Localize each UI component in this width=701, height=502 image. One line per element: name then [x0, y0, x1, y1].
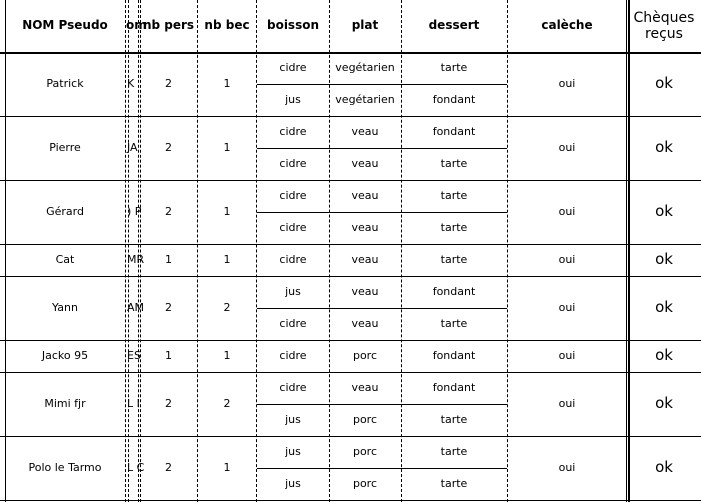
cell-prenom-clipped[interactable]: ES [127, 348, 141, 362]
cell-cheques-recus[interactable]: ok [655, 250, 673, 269]
cell-prenom-clipped[interactable]: JA [127, 140, 138, 154]
cell-boisson[interactable]: cidre [279, 252, 307, 266]
cell-boisson[interactable]: cidre [279, 316, 307, 330]
cell-plat[interactable]: veau [351, 284, 379, 298]
cell-nb-bec[interactable]: 1 [223, 460, 231, 474]
sub-row-divider [257, 212, 507, 213]
column-border [140, 0, 141, 502]
column-border [138, 0, 139, 502]
row-border [0, 340, 701, 341]
cell-cheques-recus[interactable]: ok [655, 138, 673, 157]
cell-dessert[interactable]: tarte [440, 252, 468, 266]
cell-cheques-recus[interactable]: ok [655, 394, 673, 413]
header-prenom-clipped[interactable]: om [126, 18, 147, 33]
cell-boisson[interactable]: cidre [279, 60, 307, 74]
cell-plat[interactable]: porc [352, 348, 378, 362]
cell-nom-pseudo[interactable]: Jacko 95 [41, 348, 89, 362]
cell-nb-bec[interactable]: 1 [223, 204, 231, 218]
cell-dessert[interactable]: fondant [432, 284, 476, 298]
row-border [0, 52, 701, 54]
cell-cheques-recus[interactable]: ok [655, 202, 673, 221]
header-cheques-recus[interactable] [627, 0, 701, 52]
cell-dessert[interactable]: tarte [440, 316, 468, 330]
cell-boisson[interactable]: jus [285, 476, 301, 490]
header-cheques-line1: Chèques [633, 9, 695, 26]
cell-nb-pers[interactable]: 2 [165, 76, 172, 90]
row-border [0, 276, 701, 277]
cell-nom-pseudo[interactable]: Polo le Tarmo [28, 460, 102, 474]
header-nom-pseudo[interactable]: NOM Pseudo [22, 18, 108, 33]
cell-boisson[interactable]: cidre [279, 188, 307, 202]
cell-dessert[interactable]: tarte [440, 412, 468, 426]
cell-boisson[interactable]: cidre [279, 156, 307, 170]
cell-prenom-clipped[interactable]: ) P [127, 204, 142, 218]
cell-nom-pseudo[interactable]: Cat [55, 252, 75, 266]
cell-prenom-clipped[interactable]: MR [127, 252, 145, 266]
sub-row-divider [257, 404, 507, 405]
cell-nb-pers[interactable]: 2 [165, 300, 172, 314]
header-caleche[interactable]: calèche [541, 18, 593, 33]
column-border [329, 0, 330, 502]
cell-prenom-clipped[interactable]: K [127, 76, 135, 90]
cell-plat[interactable]: veau [351, 380, 379, 394]
cell-nom-pseudo[interactable]: Yann [52, 300, 78, 314]
cell-caleche[interactable]: oui [558, 140, 576, 154]
cell-boisson[interactable]: jus [285, 412, 301, 426]
cell-dessert[interactable]: tarte [440, 476, 468, 490]
cell-dessert[interactable]: fondant [432, 124, 476, 138]
cell-boisson[interactable]: jus [285, 444, 301, 458]
cell-nb-pers[interactable]: 1 [165, 348, 172, 362]
cell-nb-bec[interactable]: 1 [223, 76, 231, 90]
cell-nb-pers[interactable]: 2 [165, 396, 172, 410]
cell-caleche[interactable]: oui [558, 76, 576, 90]
row-border [0, 244, 701, 245]
cell-cheques-recus[interactable]: ok [655, 298, 673, 317]
cell-nb-pers[interactable]: 2 [165, 460, 172, 474]
row-border [0, 180, 701, 181]
cell-nb-bec[interactable]: 1 [223, 252, 231, 266]
cell-nb-bec[interactable]: 2 [223, 300, 231, 314]
cell-plat[interactable]: veau [351, 316, 379, 330]
cell-dessert[interactable]: tarte [440, 444, 468, 458]
cell-boisson[interactable]: jus [285, 284, 301, 298]
column-border [628, 0, 630, 502]
sub-row-divider [257, 148, 507, 149]
cell-cheques-recus[interactable]: ok [655, 346, 673, 365]
column-border [626, 0, 627, 502]
cell-caleche[interactable]: oui [558, 252, 576, 266]
cell-caleche[interactable]: oui [558, 204, 576, 218]
cell-boisson[interactable]: cidre [279, 380, 307, 394]
column-border [507, 0, 508, 502]
cell-plat[interactable]: vegétarien [335, 92, 395, 106]
cell-boisson[interactable]: cidre [279, 124, 307, 138]
cell-nb-bec[interactable]: 1 [223, 140, 231, 154]
cell-dessert[interactable]: fondant [432, 92, 476, 106]
cell-nom-pseudo[interactable]: Mimi fjr [44, 396, 86, 410]
header-plat[interactable]: plat [351, 18, 379, 33]
header-boisson[interactable]: boisson [266, 18, 320, 33]
row-border [0, 500, 701, 501]
cell-nom-pseudo[interactable]: Gérard [46, 204, 84, 218]
cell-plat[interactable]: porc [352, 444, 378, 458]
header-nb-bec[interactable]: nb bec [204, 18, 250, 33]
cell-plat[interactable]: porc [352, 412, 378, 426]
column-border [256, 0, 257, 502]
cell-plat[interactable]: veau [351, 156, 379, 170]
cell-plat[interactable]: veau [351, 252, 379, 266]
cell-nb-pers[interactable]: 2 [165, 204, 172, 218]
sub-row-divider [257, 468, 507, 469]
cell-dessert[interactable]: tarte [440, 156, 468, 170]
cell-prenom-clipped[interactable]: L I [127, 396, 140, 410]
cell-caleche[interactable]: oui [558, 396, 576, 410]
cell-dessert[interactable]: tarte [440, 220, 468, 234]
row-border [0, 372, 701, 373]
cell-prenom-clipped[interactable]: AM [127, 300, 145, 314]
cell-plat[interactable]: veau [351, 188, 379, 202]
cell-nb-pers[interactable]: 2 [165, 140, 172, 154]
cell-dessert[interactable]: tarte [440, 60, 468, 74]
row-border [0, 116, 701, 117]
cell-dessert[interactable]: fondant [432, 380, 476, 394]
cell-dessert[interactable]: fondant [432, 348, 476, 362]
cell-caleche[interactable]: oui [558, 300, 576, 314]
row-border [0, 436, 701, 437]
cell-nb-pers[interactable]: 1 [165, 252, 172, 266]
cell-plat[interactable]: veau [351, 124, 379, 138]
header-cheques-line2: reçus [645, 26, 683, 42]
cell-boisson[interactable]: cidre [279, 348, 307, 362]
cell-prenom-clipped[interactable]: L C [127, 460, 145, 474]
header-dessert[interactable]: dessert [428, 18, 480, 33]
cell-plat[interactable]: porc [352, 476, 378, 490]
column-border [125, 0, 126, 502]
header-nb-pers[interactable]: nb pers [142, 18, 195, 33]
column-border [5, 0, 6, 502]
cell-caleche[interactable]: oui [558, 460, 576, 474]
column-border [128, 0, 129, 502]
cell-nb-bec[interactable]: 2 [223, 396, 231, 410]
cell-nb-bec[interactable]: 1 [223, 348, 231, 362]
cell-nom-pseudo[interactable]: Patrick [46, 76, 84, 90]
cell-cheques-recus[interactable]: ok [655, 458, 673, 477]
cell-caleche[interactable]: oui [558, 348, 576, 362]
sub-row-divider [257, 308, 507, 309]
cell-cheques-recus[interactable]: ok [655, 74, 673, 93]
cell-plat[interactable]: vegétarien [335, 60, 395, 74]
cell-boisson[interactable]: jus [285, 92, 301, 106]
column-border [401, 0, 402, 502]
cell-plat[interactable]: veau [351, 220, 379, 234]
column-border [197, 0, 198, 502]
cell-dessert[interactable]: tarte [440, 188, 468, 202]
cell-boisson[interactable]: cidre [279, 220, 307, 234]
cell-nom-pseudo[interactable]: Pierre [49, 140, 81, 154]
sub-row-divider [257, 84, 507, 85]
